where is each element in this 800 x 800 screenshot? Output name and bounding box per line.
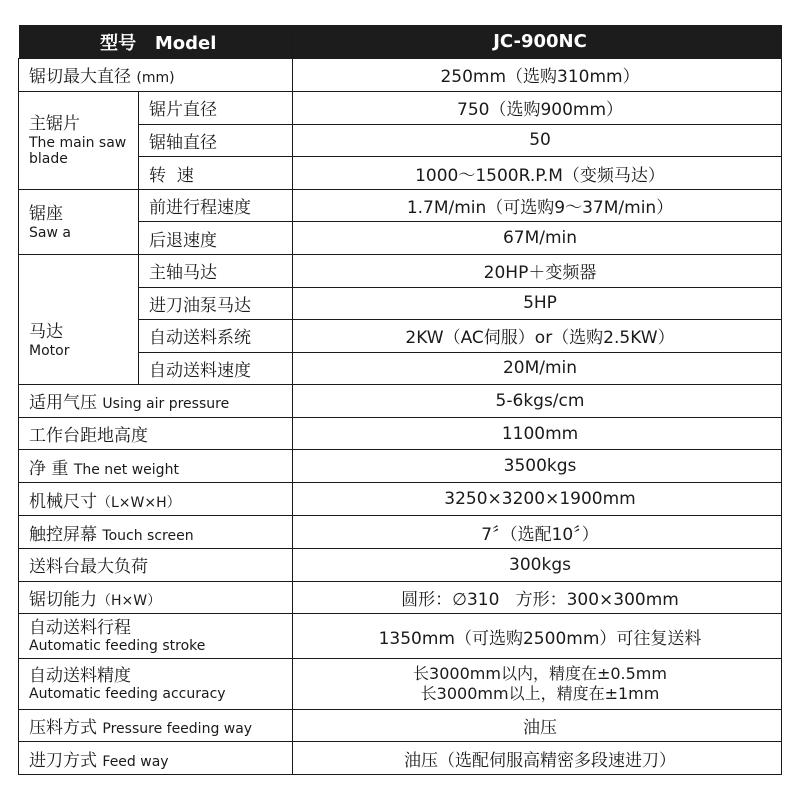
sub-label: 锯片直径 [139,92,293,125]
row-value: 5-6kgs/cm [293,385,782,418]
row-label [19,614,293,659]
row-value: 5HP [293,287,782,320]
header-model-en: Model [154,32,217,54]
sub-label: 进刀油泵马达 [139,287,293,320]
label-en: （H×W） [97,592,162,609]
label-cn: 进刀方式 [29,750,97,771]
label-cn: 压料方式 [29,718,97,739]
sub-label: 自动送料速度 [139,352,293,385]
label-cn: 净 重 [29,458,69,479]
table-row [19,254,782,287]
sub-label: 锯轴直径 [139,124,293,157]
table-row [19,742,782,775]
label-cn: 适用气压 [29,393,97,414]
row-value: 750（选购900mm） [293,92,782,125]
row-label [19,658,293,709]
table-row [19,581,782,614]
sub-label: 自动送料系统 [139,320,293,353]
row-label [19,58,293,92]
value-line: 长3000mm以内，精度在±0.5mm [413,663,667,683]
table-row [19,58,782,92]
row-value: 2KW（AC伺服）or（选购2.5KW） [293,320,782,353]
row-label: 送料台最大负荷 [19,549,293,582]
row-value: 7〞（选配10〞） [293,516,782,549]
row-value: 油压 [293,709,782,742]
label-en: Motor [29,342,70,359]
header-row [19,26,782,59]
table-row [19,92,782,125]
row-label [19,709,293,742]
row-value: 50 [293,124,782,157]
label-en: Automatic feeding accuracy [29,685,226,702]
label-en: Feed way [102,753,169,770]
row-value: 油压（选配伺服高精密多段速进刀） [293,742,782,775]
table-row [19,516,782,549]
row-value: 20M/min [293,352,782,385]
label-cn: 锯切能力 [29,589,97,610]
row-value: 圆形：∅310 方形：300×300mm [293,581,782,614]
row-value: 300kgs [293,549,782,582]
row-value: 1000～1500R.P.M（变频马达） [293,157,782,190]
row-label [19,581,293,614]
row-value: 1350mm（可选购2500mm）可往复送料 [293,614,782,659]
table-row [19,549,782,582]
sub-label: 转 速 [139,157,293,190]
row-value: 3250×3200×1900mm [293,482,782,516]
row-value: 3500kgs [293,450,782,483]
row-label [19,450,293,483]
label-cn: 马达 [29,321,63,342]
label-cn: 锯座 [29,203,63,224]
row-value: 1.7M/min（可选购9～37M/min） [293,189,782,222]
label-cn: 自动送料行程 [29,618,131,639]
row-value: 1100mm [293,417,782,450]
group-label-main-blade [19,92,139,190]
label-en: Automatic feeding stroke [29,638,206,655]
label-en: Pressure feeding way [102,721,253,738]
label-cn: 自动送料精度 [29,665,131,686]
label-en: Saw a [29,224,71,241]
table-row [19,709,782,742]
row-value: 67M/min [293,222,782,255]
row-label [19,482,293,516]
header-model-cn: 型号 [100,32,137,54]
label-en: The net weight [73,461,179,478]
sub-label: 前进行程速度 [139,189,293,222]
label-cn: 触控屏幕 [29,524,97,545]
row-label [19,516,293,549]
group-label-motor [19,254,139,384]
row-label [19,742,293,775]
row-value: 20HP＋变频器 [293,254,782,287]
table-row [19,450,782,483]
table-row [19,417,782,450]
spec-table [18,25,782,775]
sub-label: 后退速度 [139,222,293,255]
row-value: 250mm（选购310mm） [293,58,782,92]
group-label-saw-seat [19,189,139,254]
header-model-value: JC-900NC [293,26,782,59]
label-cn: 机械尺寸 [29,491,97,512]
table-row [19,614,782,659]
label-en: Using air pressure [102,396,230,413]
table-row [19,385,782,418]
label-en: Touch screen [102,527,194,544]
row-label: 工作台距地高度 [19,417,293,450]
label-en: (mm) [136,70,175,87]
header-model-label [19,26,293,59]
label-en: The main saw blade [29,135,127,168]
sub-label: 主轴马达 [139,254,293,287]
label-en: （L×W×H） [97,494,181,511]
row-label [19,385,293,418]
table-row [19,482,782,516]
value-line: 长3000mm以上，精度在±1mm [420,683,660,703]
label-cn: 主锯片 [29,114,80,135]
label-cn: 锯切最大直径 [29,67,131,88]
table-row [19,658,782,709]
row-value [293,658,782,709]
table-row [19,189,782,222]
